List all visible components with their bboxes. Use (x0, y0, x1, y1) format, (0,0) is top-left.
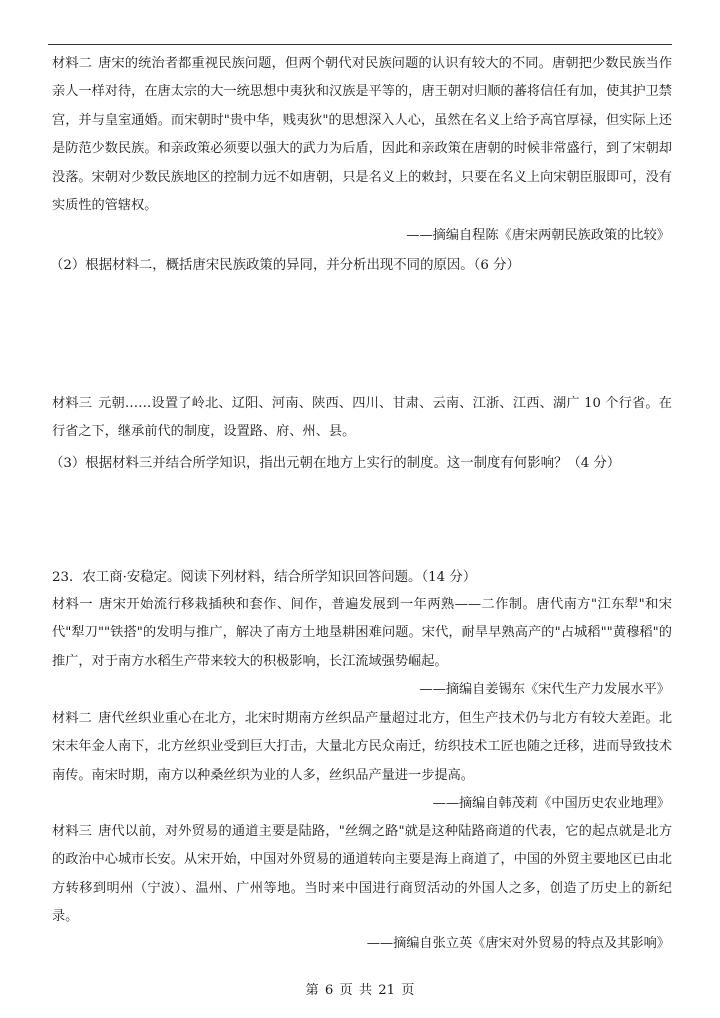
material-2-passage (52, 50, 672, 220)
material-3-passage (52, 390, 672, 447)
material-label: 材料二 (52, 711, 93, 726)
material-text: 唐宋开始流行移栽插秧和套作、间作，普遍发展到一年两熟——二作制。唐代南方"江东犁"和宋代"犁刀""铁搭"的发明与推广，解决了南方土地垦耕困难问题。宋代，耐旱早熟高产的"占城稻""黄穆稻"的推广，对于南方水稻生产带来较大的积极影响，长江流域强势崛起。 (52, 597, 672, 669)
question-2: （2）根据材料二，概括唐宋民族政策的异同，并分析出现不同的原因。（6 分） (50, 258, 520, 273)
material-text: 唐代丝织业重心在北方，北宋时期南方丝织品产量超过北方，但生产技术仍与北方有较大差距。北宋末年金人南下，北方丝织业受到巨大打击，大量北方民众南迁，纺织技术工匠也随之迁移，进而导致技术南传。南宋时期，南方以种桑丝织为业的人多，丝织品产量进一步提高。 (52, 711, 673, 783)
material-label: 材料三 (52, 824, 93, 839)
material-2-source: ——摘编自程陈《唐宋两朝民族政策的比较》 (406, 228, 670, 243)
material-text: 元朝……设置了岭北、辽阳、河南、陕西、四川、甘肃、云南、江浙、江西、湖广 10 个行省。在行省之下，继承前代的制度，设置路、府、州、县。 (52, 396, 672, 440)
material-text: 唐宋的统治者都重视民族问题，但两个朝代对民族问题的认识有较大的不同。唐朝把少数民族当作亲人一样对待，在唐太宗的大一统思想中夷狄和汉族是平等的，唐王朝对归顺的蕃将信任有加，使其护卫禁宫，并与皇室通婚。而宋朝时"贵中华，贱夷狄"的思想深入人心，虽然在名义上给予高官厚禄，但实际上还是防范少数民族。和亲政策必须要以强大的武力为后盾，因此和亲政策在唐朝的时候非常盛行，到了宋朝却没落。宋朝对少数民族地区的控制力远不如唐朝，只是名义上的敕封，只要在名义上向宋朝臣服即可，没有实质性的管辖权。 (52, 56, 673, 214)
material-2b-passage (52, 705, 672, 790)
question-3: （3）根据材料三并结合所学知识，指出元朝在地方上实行的制度。这一制度有何影响？（4 分） (50, 456, 621, 471)
material-label: 材料一 (52, 597, 94, 612)
material-3b-passage (52, 818, 672, 932)
material-text: 唐代以前，对外贸易的通道主要是陆路，"丝绸之路"就是这种陆路商道的代表，它的起点就是北方的政治中心城市长安。从宋开始，中国对外贸易的通道转向主要是海上商道了，中国的外贸主要地区已由北方转移到明州（宁波）、温州、广州等地。当时来中国进行商贸活动的外国人之多，创造了历史上的新纪录。 (52, 824, 673, 925)
material-3b-source: ——摘编自张立英《唐宋对外贸易的特点及其影响》 (366, 936, 670, 951)
top-rule (48, 44, 672, 45)
question-23: 23．农工商·安稳定。阅读下列材料，结合所学知识回答问题。（14 分） (52, 570, 477, 585)
material-1-source: ——摘编自姜锡东《宋代生产力发展水平》 (419, 682, 670, 697)
material-label: 材料二 (52, 56, 93, 71)
material-label: 材料三 (52, 396, 93, 411)
page-footer: 第 6 页 共 21 页 (305, 983, 415, 998)
material-1-passage (52, 591, 672, 676)
material-2b-source: ——摘编自韩茂莉《中国历史农业地理》 (432, 796, 670, 811)
